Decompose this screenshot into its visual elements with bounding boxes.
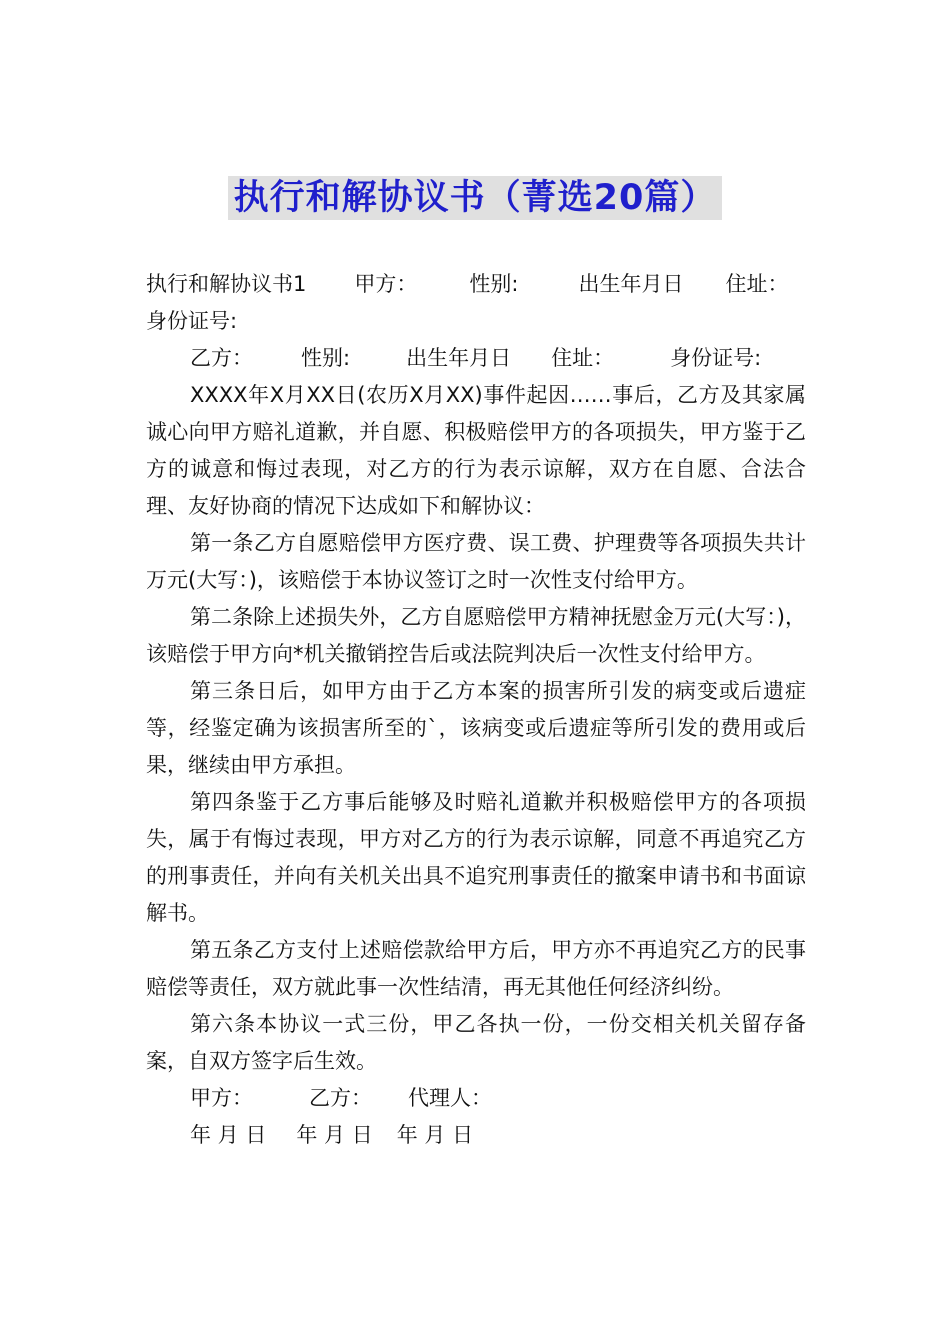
party-b-id-label: 身份证号: [670,346,762,370]
signature-agent: 代理人： [408,1086,492,1110]
party-b-address-label: 住址： [551,346,615,370]
birth-label: 出生年月日 [578,272,684,296]
paragraph-article-4: 第四条鉴于乙方事后能够及时赔礼道歉并积极赔偿甲方的各项损失，属于有悔过表现，甲方对乙方的行为表示谅解，同意不再追究乙方的刑事责任，并向有关机关出具不追究刑事责任的撤案申请书和书面谅解书。 [146,790,806,925]
signature-line [146,1080,806,1117]
party-b-gender-label: 性别: [301,346,351,370]
party-b-label: 乙方： [190,346,253,370]
document-body [146,266,806,1154]
title-wrap [0,176,950,220]
date-party-a: 年 月 日 [190,1123,267,1147]
agreement-heading: 执行和解协议书1 [146,272,307,296]
party-b-line [146,340,806,377]
date-agent: 年 月 日 [396,1123,474,1147]
paragraph-article-6: 第六条本协议一式三份，甲乙各执一份，一份交相关机关留存备案，自双方签字后生效。 [146,1012,806,1073]
paragraph-intro: XXXX年X月XX日(农历X月XX)事件起因……事后，乙方及其家属诚心向甲方赔礼道歉，并自愿、积极赔偿甲方的各项损失，甲方鉴于乙方的诚意和悔过表现，对乙方的行为表示谅解，双方在自愿、合法合理、友好协商的情况下达成如下和解协议： [146,383,806,518]
id-label: 身份证号: [146,309,238,333]
paragraph-article-1: 第一条乙方自愿赔偿甲方医疗费、误工费、护理费等各项损失共计万元(大写：)，该赔偿于本协议签订之时一次性支付给甲方。 [146,531,806,592]
paragraph-article-5: 第五条乙方支付上述赔偿款给甲方后，甲方亦不再追究乙方的民事赔偿等责任，双方就此事一次性结清，再无其他任何经济纠纷。 [146,938,806,999]
party-b-birth-label: 出生年月日 [406,346,512,370]
address-label: 住址： [725,272,789,296]
document-title: 执行和解协议书（菁选20篇） [228,176,723,220]
header-line [146,266,806,303]
gender-label: 性别: [469,272,519,296]
date-line [146,1117,806,1154]
date-party-b: 年 月 日 [296,1123,373,1147]
id-line [146,303,806,340]
signature-party-b: 乙方： [309,1086,372,1110]
paragraph-article-2: 第二条除上述损失外，乙方自愿赔偿甲方精神抚慰金万元(大写：)，该赔偿于甲方向*机关撤销控告后或法院判决后一次性支付给甲方。 [146,605,806,666]
party-a-label: 甲方： [354,272,418,296]
paragraph-article-3: 第三条日后，如甲方由于乙方本案的损害所引发的病变或后遗症等，经鉴定确为该损害所至的`，该病变或后遗症等所引发的费用或后果，继续由甲方承担。 [146,679,806,777]
signature-party-a: 甲方： [190,1086,253,1110]
